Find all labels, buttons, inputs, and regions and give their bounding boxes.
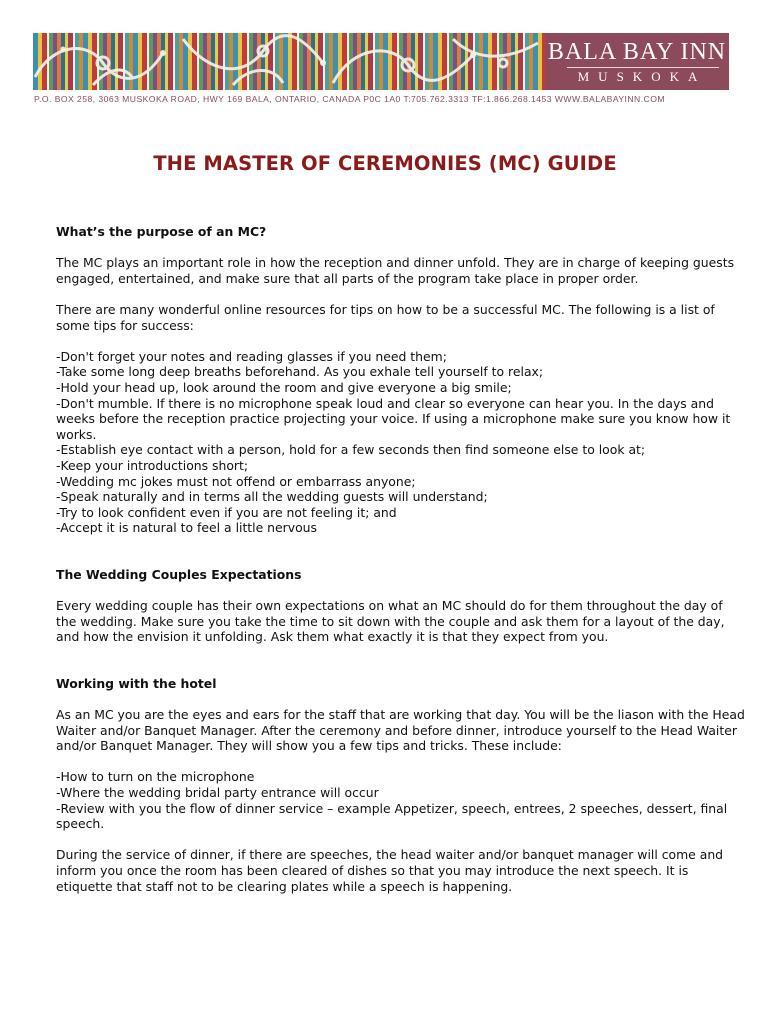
section-heading-purpose: What’s the purpose of an MC? (56, 224, 267, 239)
list-item: -Speak naturally and in terms all the wedding guests will understand; (56, 489, 488, 505)
list-item: -Accept it is natural to feel a little nervous (56, 520, 317, 536)
section-heading-hotel: Working with the hotel (56, 675, 217, 691)
hotel-paragraph-1: As an MC you are the eyes and ears for the staff that are working that day. You will be the liason with the Head Waiter and/or Banquet Manager. After the ceremony and before dinner, introduce yourself to the Head Waiter and/or Banquet Manager. They will show you a few tips and tricks. These include: (56, 707, 745, 754)
swirl-ornament-graphic (33, 33, 545, 90)
logo-divider (567, 67, 719, 68)
section-heading-couples: The Wedding Couples Expectations (56, 566, 302, 582)
address-line: P.O. BOX 258, 3063 MUSKOKA ROAD, HWY 169 BALA, ONTARIO, CANADA P0C 1A0 T:705.762.3313 TF:1.866.268.1453 WWW.BALABAYINN.COM (34, 94, 665, 104)
list-item: -Wedding mc jokes must not offend or embarrass anyone; (56, 473, 416, 489)
list-item: -Review with you the flow of dinner service – example Appetizer, speech, entrees, 2 speeches, dessert, final speech. (56, 800, 728, 832)
list-item: -Take some long deep breaths beforehand. As you exhale tell yourself to relax; (56, 364, 544, 380)
list-item: -Where the wedding bridal party entrance will occur (56, 785, 379, 800)
letterhead-banner (33, 33, 729, 90)
document-title: THE MASTER OF CEREMONIES (MC) GUIDE (153, 152, 617, 175)
list-item: -Hold your head up, look around the room and give everyone a big smile; (56, 379, 512, 395)
list-item: -Try to look confident even if you are not feeling it; and (56, 504, 397, 520)
document-body (56, 224, 746, 894)
list-item: -Establish eye contact with a person, hold for a few seconds then find someone else to look at; (56, 442, 646, 458)
tips-list (56, 349, 746, 536)
purpose-paragraph-1: The MC plays an important role in how the reception and dinner unfold. They are in charge of keeping guests engaged, entertained, and make sure that all parts of the program take place in proper order. (56, 255, 735, 286)
list-item: -Don't forget your notes and reading glasses if you need them; (56, 348, 447, 364)
list-item: -How to turn on the microphone (56, 769, 255, 785)
list-item: -Don't mumble. If there is no microphone speak loud and clear so everyone can hear you. In the days and weeks before the reception practice projecting your voice. If using a microphone make sure you know how it works. (56, 395, 731, 442)
hotel-tips-list (56, 769, 746, 831)
logo-name: BALA BAY INN (547, 39, 727, 65)
couples-paragraph: Every wedding couple has their own expectations on what an MC should do for them throughout the day of the wedding. Make sure you take the time to sit down with the couple and ask them for a layout of the day, and how the envision it unfolding. Ask them what exactly it is that they expect from you. (56, 598, 725, 645)
inn-logo (545, 33, 729, 90)
logo-subtitle: MUSKOKA (577, 69, 707, 84)
list-item: -Keep your introductions short; (56, 457, 249, 473)
purpose-paragraph-2: There are many wonderful online resources for tips on how to be a successful MC. The following is a list of some tips for success: (56, 301, 715, 333)
hotel-paragraph-2: During the service of dinner, if there are speeches, the head waiter and/or banquet manager will come and inform you once the room has been cleared of dishes so that you may introduce the next speech. It is etiquette that staff not to be clearing plates while a speech is happening. (56, 847, 724, 894)
